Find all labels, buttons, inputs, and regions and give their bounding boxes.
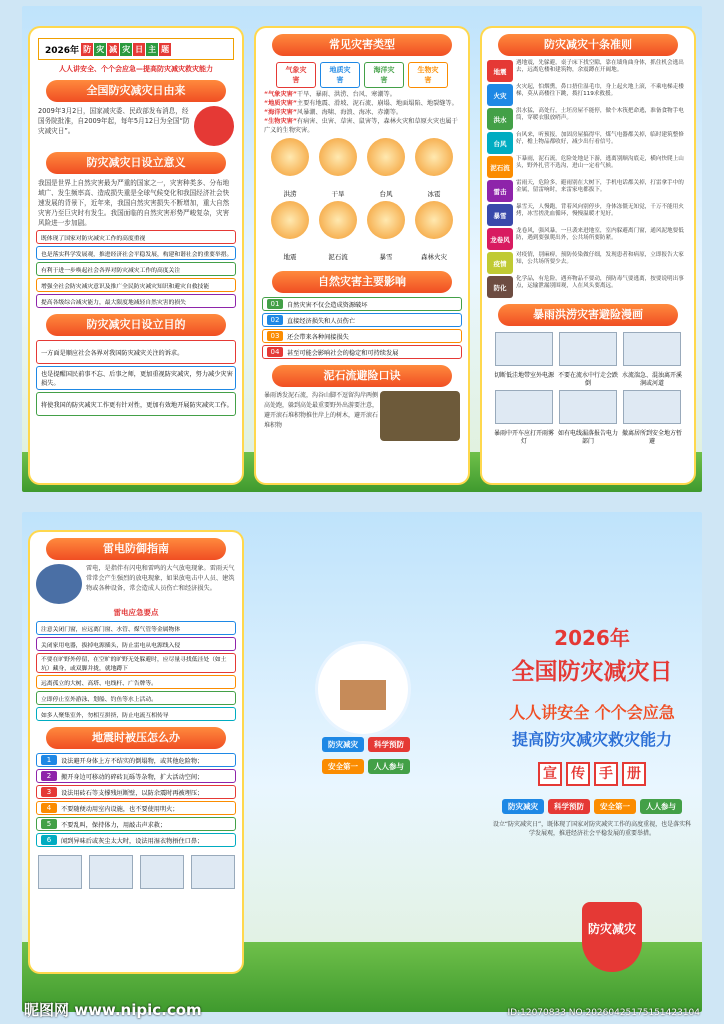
rule-row	[487, 204, 689, 226]
mud-text: 暴雨诱发泥石流，沟谷山脚不逗留沟岸两侧高处跑，躲到高处最重要野外出游要注意，避开滚石堆积物推住岸上的树木，避开滚石堆积物	[264, 392, 379, 429]
back-tag: 科学预防	[368, 737, 410, 752]
meaning-point	[36, 230, 236, 244]
comic-image	[623, 332, 681, 366]
back-tags	[306, 732, 426, 776]
rule-text: 龙卷风，强风暴，一旦袭来进地室，室内躲避离门窗，通风泥地要低防，遇到要强爬出外，公共场所要防紧。	[516, 228, 684, 241]
shield-badge: 防灾减灾	[582, 902, 642, 972]
comic-caption: 撤离居所到安全地方暂避	[621, 430, 682, 445]
badge-char: 题	[161, 44, 170, 54]
rule-text: 洪水猛，高处行，土坯房屋不能停，做个木筏把命逃，准备食物手电筒，穿暖衣服放哨声。	[516, 108, 684, 121]
disaster-label: 干旱	[331, 190, 345, 198]
meaning-points	[30, 230, 242, 308]
disaster-item	[410, 200, 458, 263]
comic-title: 暴雨洪涝灾害避险漫画	[498, 304, 678, 326]
cover-year: 2026年	[554, 626, 630, 650]
meaning-text: 我国是世界上自然灾害最为严重的国家之一，灾害种类多、分布地域广、发生频率高、造成损失重是全球气候变化和我国经济社会快速发展的背景下，近年来，我国自然灾害损失不断增加，重大自然灾害乃至巨灾时有发生。我国面临的自然灾害形势严峻复杂，灾害风险进一步加剧。	[38, 179, 230, 227]
badge-char: 灾	[122, 44, 131, 54]
quake-text: 设法避开身体上方不结实的倒塌物，或其他危险物；	[61, 757, 204, 765]
meaning-point	[36, 278, 236, 292]
type-value: 风暴潮、海啸、海浪、海冰、赤潮等。	[296, 109, 403, 116]
comic-caption: 水流湍急、混浊离开溪涧或河道	[621, 372, 682, 387]
quake-text: 设法用砖石等支撑残垣断壁，以防余震时再被埋压；	[61, 789, 204, 797]
house-icon	[340, 680, 386, 710]
badge-char: 减	[109, 44, 118, 54]
impact-number: 02	[267, 315, 283, 325]
cover-slogan-1: 人人讲安全 个个会应急	[509, 703, 675, 722]
quake-text: 搬开身边可移动的碎砖瓦砾等杂物，扩大活动空间；	[61, 773, 204, 781]
disaster-label: 冰雹	[427, 190, 441, 198]
type-tag: 地质灾害	[320, 62, 360, 88]
point-text: 既体现了国家对防灾减灾工作的高度重视	[41, 235, 146, 242]
rule-text: 雷雨天，危险多，避雨别在大树下，手机电话都关掉，打雷拿手中的金属，留雷响时，来雷家电都拔下。	[516, 180, 684, 193]
cover-slogan-2: 提高防灾减灾救灾能力	[511, 730, 672, 749]
meaning-title: 防灾减灾日设立意义	[46, 152, 226, 174]
rule-tag: 雷击	[487, 180, 513, 202]
badge-char: 主	[148, 44, 157, 54]
outside-sheet	[22, 512, 702, 1012]
disaster-item	[266, 200, 314, 263]
impact-title: 自然灾害主要影响	[272, 271, 452, 293]
point-text: 也是落实科学发展观，推进经济社会平稳发展，构建和谐社会的重要举措。	[41, 251, 233, 258]
type-line	[264, 99, 460, 108]
panel-origin	[30, 28, 242, 483]
impact-item	[262, 297, 462, 311]
disaster-icon	[415, 138, 453, 176]
thunder-point-text: 注意关闭门窗，应远离门窗、水管、煤气管等金属物体	[41, 626, 181, 633]
meaning-point	[36, 294, 236, 308]
thunder-point	[36, 691, 236, 705]
handbook-char: 册	[622, 762, 646, 786]
disaster-item	[362, 137, 410, 200]
impact-item	[262, 345, 462, 359]
comic-caption: 切断低洼地带室外电源	[493, 372, 554, 379]
goal-item	[36, 392, 236, 416]
impact-text: 还会带来各种间接损失	[287, 333, 349, 341]
quake-point	[36, 801, 236, 815]
quake-number: 4	[41, 803, 57, 813]
rule-tag: 台风	[487, 132, 513, 154]
thunder-point-text: 不要在旷野外停留，在空旷的旷野无处躲避时，应尽量寻找低洼处（如土坑）藏身，或双脚并拢，就地蹲下	[41, 657, 227, 672]
disaster-icon	[271, 138, 309, 176]
disaster-label: 地震	[283, 253, 297, 261]
quake-illustrations	[30, 849, 242, 895]
rule-tag: 疫情	[487, 252, 513, 274]
thunder-point	[36, 707, 236, 721]
comic-caption: 不要在流水中行走会跌倒	[557, 372, 618, 387]
point-text: 提高各级综合减灾能力，最大限度地减轻自然灾害的损失	[41, 299, 186, 306]
impact-number: 03	[267, 331, 283, 341]
quake-title: 地震时被压怎么办	[46, 727, 226, 749]
point-text: 有利于进一步唤起社会各界对防灾减灾工作的高度关注	[41, 267, 181, 274]
type-tag: 海洋灾害	[364, 62, 404, 88]
panel-rules	[482, 28, 694, 483]
thunder-cloud-icon	[36, 564, 82, 604]
quake-illustration-4	[191, 855, 235, 889]
point-text: 增强全社会防灾减灾意识及推广全民防灾减灾知识和避灾自救技能	[41, 283, 210, 290]
type-key: “生物灾害”	[264, 118, 297, 125]
thunder-point-text: 远离孤立的大树、高塔、电线杆、广告牌等。	[41, 680, 157, 687]
disaster-icon	[271, 201, 309, 239]
comic-image	[495, 390, 553, 424]
rules-title: 防灾减灾十条准则	[498, 34, 678, 56]
disaster-item	[314, 137, 362, 200]
quake-point	[36, 785, 236, 799]
rule-row	[487, 60, 689, 82]
panel-back	[256, 512, 468, 1012]
rule-text: 台风来，听预报，加固房屋搞得牢，煤气电器都关掉，临时建筑整修好，檐上物品都收好，减少出行看信号。	[516, 132, 684, 145]
rule-row	[487, 108, 689, 130]
meaning-point	[36, 262, 236, 276]
goal-text: 一方面是顺应社会各界对我国防灾减灾关注的诉求。	[41, 349, 184, 357]
quake-number: 2	[41, 771, 57, 781]
disaster-item	[314, 200, 362, 263]
type-value: 主要有地震、滑坡、泥石流、崩塌、地面塌陷、地裂缝等。	[296, 100, 458, 107]
thunder-point	[36, 675, 236, 689]
mudslide-image	[380, 391, 460, 441]
rule-tag: 龙卷风	[487, 228, 513, 250]
quake-illustration-3	[140, 855, 184, 889]
disaster-item	[362, 200, 410, 263]
thunder-subtitle: 雷电应急要点	[113, 608, 159, 617]
rule-tag: 洪水	[487, 108, 513, 130]
comic-image	[559, 332, 617, 366]
panel-types	[256, 28, 468, 483]
badge-char: 防	[83, 44, 92, 54]
disaster-label: 森林火灾	[421, 253, 447, 261]
back-tag: 人人参与	[368, 759, 410, 774]
rule-text: 火灾起，怕烟熏，鼻口捂住湿毛巾，身上起火地上滚，不乘电梯走楼梯，莫从高楼往下跳，拨打119求救援。	[516, 84, 684, 97]
theme-badge	[81, 43, 171, 56]
thunder-point-text: 如多人聚集室外，勿相互拼挤，防止电流互相传导	[41, 712, 169, 719]
rule-text: 暴雪天，人慢跑，背着风向别停步，身体冻僵无知觉，千万不能用火烤，冰雪搓洗血循环，慢慢温暖才见好。	[516, 204, 684, 217]
rule-text: 遇地震，先躲避，桌子床下找空隙，靠在墙角曲身体，抓住机会逃出去，远离危楼和建筑物，余震蹲在开阔地。	[516, 60, 684, 73]
comic-image	[623, 390, 681, 424]
disaster-label: 泥石流	[328, 253, 348, 261]
comic-item	[620, 330, 684, 388]
quake-point	[36, 817, 236, 831]
disaster-label: 暴雪	[379, 253, 393, 261]
disaster-day-logo	[194, 106, 234, 146]
comic-image	[495, 332, 553, 366]
quake-text: 闻到异味后或灰尘太大时，设法用湿衣物捂住口鼻；	[61, 837, 204, 845]
quake-points	[30, 753, 242, 847]
comic-item	[556, 330, 620, 388]
rule-row	[487, 84, 689, 106]
rule-text: 下暴雨，泥石流，危险处地是下游，逃离别顺沟底走，横向快爬上山头，野外扎营不选沟，进山一定看气候。	[516, 156, 684, 169]
type-value: 有病害、虫害、草害、鼠害等，森林火灾和草原火灾也属于广义的生物灾害。	[264, 118, 458, 134]
type-tag: 气象灾害	[276, 62, 316, 88]
cover-handbook	[482, 762, 702, 786]
handbook-char: 宣	[538, 762, 562, 786]
handbook-char: 传	[566, 762, 590, 786]
type-key: “气象灾害”	[264, 91, 297, 98]
thunder-points	[30, 621, 242, 721]
rule-text: 化学品，有危险，遇弃物品不要动，预防毒气要逃离，按要说明出事点，运输泄漏别围观，人在风头要离远。	[516, 276, 684, 289]
type-key: “地质灾害”	[264, 100, 297, 107]
quake-point	[36, 769, 236, 783]
cover-tag: 安全第一	[594, 799, 636, 814]
impact-text: 直接经济损失和人员伤亡	[287, 317, 356, 325]
rule-row	[487, 132, 689, 154]
disaster-icon	[319, 201, 357, 239]
handbook-char: 手	[594, 762, 618, 786]
disaster-icon	[415, 201, 453, 239]
rule-tag: 泥石流	[487, 156, 513, 178]
impact-item	[262, 329, 462, 343]
impact-number: 04	[267, 347, 283, 357]
origin-title: 全国防灾减灾日由来	[46, 80, 226, 102]
comic-caption: 暴雨中开车应打开雨雾灯	[493, 430, 554, 445]
badge-char: 灾	[96, 44, 105, 54]
watermark: 昵图网 www.nipic.com	[24, 1001, 202, 1019]
disaster-label: 洪涝	[283, 190, 297, 198]
type-tags	[256, 60, 468, 90]
impact-text: 甚至可能会影响社会的稳定和可持续发展	[287, 349, 399, 357]
impact-number: 01	[267, 299, 283, 309]
panel-cover	[482, 512, 702, 1012]
rule-tag: 暴雪	[487, 204, 513, 226]
cover-tags	[482, 794, 702, 816]
disaster-item	[266, 137, 314, 200]
cover-tag: 防灾减灾	[502, 799, 544, 814]
thunder-point-text: 立即停止室外游泳、划船、钓鱼等水上活动。	[41, 696, 157, 703]
goal-text: 也是提醒国民前事不忘、后事之师，更加重视防灾减灾，努力减少灾害损失。	[41, 371, 233, 387]
cover-title: 全国防灾减灾日	[511, 659, 673, 685]
goal-list	[30, 340, 242, 416]
thunder-point	[36, 637, 236, 651]
disaster-item	[410, 137, 458, 200]
type-line	[264, 117, 460, 135]
theme-slogan: 人人讲安全、个个会应急—提高防灾减灾救灾能力	[59, 65, 213, 73]
disaster-grid	[256, 135, 468, 265]
cover-tag: 科学预防	[548, 799, 590, 814]
rule-row	[487, 180, 689, 202]
theme-header	[38, 38, 234, 60]
disaster-icon	[367, 138, 405, 176]
quake-illustration-1	[38, 855, 82, 889]
thunder-point	[36, 621, 236, 635]
comic-item	[492, 330, 556, 388]
inside-sheet	[22, 6, 702, 492]
back-tag: 防灾减灾	[322, 737, 364, 752]
image-id: ID:12070833 NO:20260425175151423104	[507, 1008, 700, 1018]
rule-tag: 防化	[487, 276, 513, 298]
impact-text: 自然灾害不仅会造成资源破坏	[287, 301, 368, 309]
mud-title: 泥石流避险口诀	[272, 365, 452, 387]
type-tag: 生物灾害	[408, 62, 448, 88]
goal-text: 将使我国的防灾减灾工作更有针对性，更加有效地开展防灾减灾工作。	[41, 401, 233, 409]
rule-tag: 地震	[487, 60, 513, 82]
year-tag: 2026年	[45, 45, 80, 56]
goal-item	[36, 340, 236, 364]
rules-list	[482, 60, 694, 298]
back-illustration	[318, 644, 408, 734]
rule-tag: 火灾	[487, 84, 513, 106]
impact-list	[256, 297, 468, 359]
comic-item	[492, 388, 556, 446]
goal-title: 防灾减灾日设立目的	[46, 314, 226, 336]
quake-text: 不要乱叫，保持体力，用敲击声求救；	[61, 821, 167, 829]
comic-image	[559, 390, 617, 424]
back-tag: 安全第一	[322, 759, 364, 774]
badge-char: 日	[135, 44, 144, 54]
meaning-point	[36, 246, 236, 260]
rule-row	[487, 276, 689, 298]
type-value: 干旱、暴雨、洪涝、台风、寒潮等。	[296, 91, 396, 98]
quake-illustration-2	[89, 855, 133, 889]
disaster-icon	[319, 138, 357, 176]
rule-row	[487, 156, 689, 178]
quake-number: 1	[41, 755, 57, 765]
type-lines	[256, 90, 468, 135]
comic-item	[620, 388, 684, 446]
rule-row	[487, 228, 689, 250]
thunder-text: 雷电，是指伴有闪电和雷鸣的大气放电现象。雷雨天气常常会产生强烈的放电现象，如果放电击中人员、建筑物或各种设备，常会造成人员伤亡和经济损失。	[86, 565, 235, 592]
type-key: “海洋灾害”	[264, 109, 297, 116]
comic-grid	[482, 330, 694, 446]
disaster-label: 台风	[379, 190, 393, 198]
thunder-point	[36, 653, 236, 673]
quake-point	[36, 753, 236, 767]
quake-number: 3	[41, 787, 57, 797]
comic-caption: 如有电线漏落报告电力部门	[557, 430, 618, 445]
cover-desc: 设立“防灾减灾日”，既体现了国家对防灾减灾工作的高度重视，也是落实科学发展观，推进经济社会平稳发展的重要举措。	[492, 821, 692, 837]
rule-row	[487, 252, 689, 274]
disaster-icon	[367, 201, 405, 239]
thunder-title: 雷电防御指南	[46, 538, 226, 560]
cover-tag: 人人参与	[640, 799, 682, 814]
thunder-point-text: 关闭家用电器，拔掉电源插头，防止雷电从电源线入侵	[41, 642, 181, 649]
type-line	[264, 90, 460, 99]
rule-text: 对疫情，别麻痹，预防传染做仔细，发现患者和病原，立即报告大家知，公共场所要少去。	[516, 252, 684, 265]
goal-item	[36, 366, 236, 390]
panel-thunder	[30, 532, 242, 972]
quake-number: 6	[41, 835, 57, 845]
quake-number: 5	[41, 819, 57, 829]
origin-text: 2009年3月2日，国家减灾委、民政部发布消息，经国务院批准，自2009年起，每年5月12日为全国“防灾减灾日”。	[38, 107, 190, 135]
type-line	[264, 108, 460, 117]
types-title: 常见灾害类型	[272, 34, 452, 56]
comic-item	[556, 388, 620, 446]
impact-item	[262, 313, 462, 327]
quake-text: 不要随便动用室内设施，也不要使用明火；	[61, 805, 179, 813]
quake-point	[36, 833, 236, 847]
